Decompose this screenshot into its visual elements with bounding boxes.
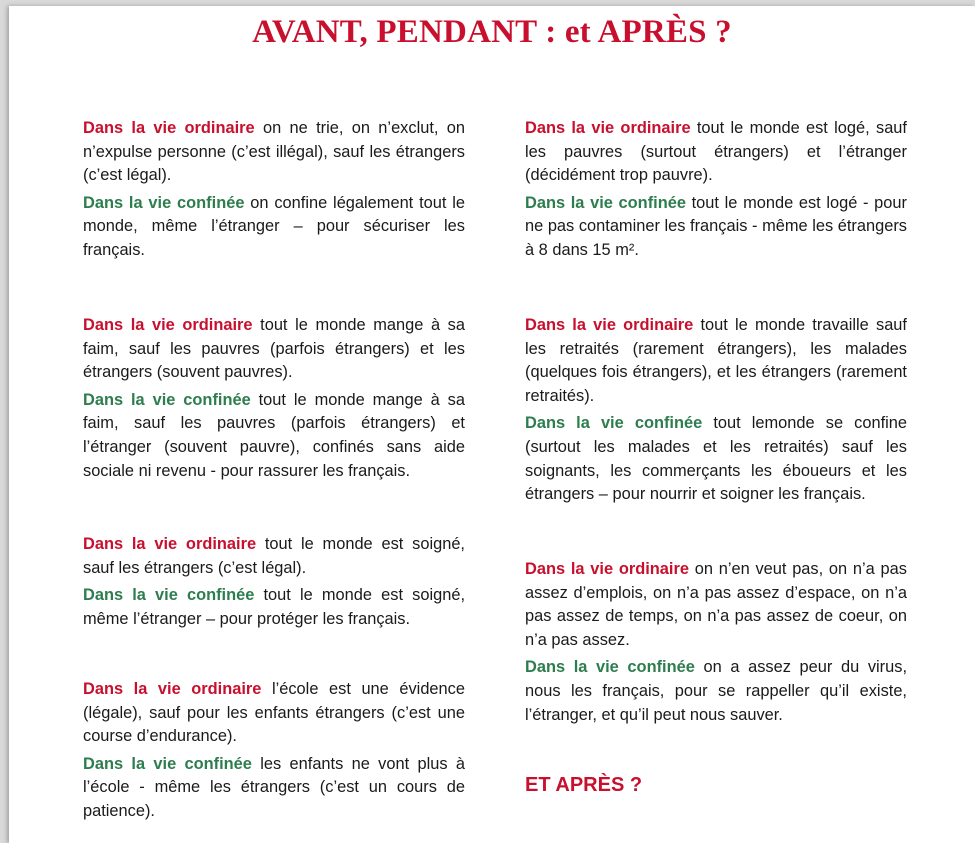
confined-text: tout le monde est logé - pour ne pas contaminer les français - même les étrangers à 8 dans 15 m². bbox=[525, 193, 907, 259]
confined-paragraph bbox=[525, 412, 907, 506]
confined-keyword: Dans la vie confinée bbox=[525, 193, 686, 212]
confined-keyword: Dans la vie confinée bbox=[83, 754, 252, 773]
ordinary-paragraph bbox=[525, 117, 907, 188]
confined-paragraph bbox=[525, 656, 907, 727]
confined-paragraph bbox=[525, 192, 907, 263]
confined-paragraph bbox=[83, 753, 465, 824]
ordinary-text: on ne trie, on n’exclut, on n’expulse personne (c’est illégal), sauf les étrangers (c’est légal). bbox=[83, 119, 465, 185]
confined-keyword: Dans la vie confinée bbox=[83, 193, 245, 212]
confined-text: tout le monde mange à sa faim, sauf les pauvres (parfois étrangers) et l’étranger (souvent pauvre), confinés sans aide sociale ni revenu - pour rassurer les français. bbox=[83, 390, 465, 480]
section-housing bbox=[525, 117, 907, 263]
ordinary-paragraph bbox=[525, 558, 907, 652]
confined-text: tout le monde est soigné, même l’étranger – pour protéger les français. bbox=[83, 586, 465, 628]
ordinary-paragraph bbox=[83, 533, 465, 580]
section-health bbox=[83, 533, 465, 631]
closing-heading: ET APRÈS ? bbox=[525, 774, 643, 796]
ordinary-keyword: Dans la vie ordinaire bbox=[525, 316, 694, 334]
ordinary-paragraph bbox=[83, 678, 465, 749]
confined-keyword: Dans la vie confinée bbox=[83, 390, 251, 409]
confined-text: on confine légalement tout le monde, même l’étranger – pour sécuriser les français. bbox=[83, 193, 466, 259]
section-welcome bbox=[525, 558, 907, 727]
document-page bbox=[9, 6, 975, 843]
ordinary-keyword: Dans la vie ordinaire bbox=[83, 680, 262, 698]
confined-keyword: Dans la vie confinée bbox=[525, 658, 695, 677]
page-title: AVANT, PENDANT : et APRÈS ? bbox=[252, 14, 732, 50]
ordinary-paragraph bbox=[525, 314, 907, 408]
confined-paragraph bbox=[83, 192, 465, 263]
ordinary-keyword: Dans la vie ordinaire bbox=[83, 535, 257, 553]
ordinary-paragraph bbox=[83, 117, 465, 188]
ordinary-paragraph bbox=[83, 314, 465, 385]
ordinary-keyword: Dans la vie ordinaire bbox=[525, 119, 691, 137]
ordinary-keyword: Dans la vie ordinaire bbox=[83, 119, 255, 137]
ordinary-text: tout le monde est logé, sauf les pauvres (surtout étrangers) et l’étranger (décidément trop pauvre). bbox=[525, 119, 907, 185]
confined-keyword: Dans la vie confinée bbox=[525, 414, 703, 433]
section-work bbox=[525, 314, 907, 507]
ordinary-text: tout le monde mange à sa faim, sauf les pauvres (parfois étrangers) et les étrangers (souvent pauvres). bbox=[83, 316, 465, 382]
confined-text: les enfants ne vont plus à l’école - même les étrangers (c’est un cours de patience). bbox=[83, 754, 466, 820]
ordinary-text: l’école est une évidence (légale), sauf pour les enfants étrangers (c’est une course d’endurance). bbox=[83, 680, 465, 746]
section-school bbox=[83, 678, 465, 824]
ordinary-text: tout le monde est soigné, sauf les étrangers (c’est légal). bbox=[83, 535, 465, 577]
confined-keyword: Dans la vie confinée bbox=[83, 586, 255, 605]
confined-text: on a assez peur du virus, nous les français, pour se rappeller qu’il existe, l’étranger, et qu’il peut nous sauver. bbox=[525, 658, 908, 724]
section-housing-legal bbox=[83, 117, 465, 263]
section-food bbox=[83, 314, 465, 483]
ordinary-keyword: Dans la vie ordinaire bbox=[525, 560, 689, 578]
ordinary-text: tout le monde travaille sauf les retraités (rarement étrangers), les malades (quelques fois étrangers), et les étrangers (rarement retraités). bbox=[525, 316, 907, 405]
confined-paragraph bbox=[83, 584, 465, 631]
ordinary-keyword: Dans la vie ordinaire bbox=[83, 316, 253, 334]
confined-paragraph bbox=[83, 389, 465, 483]
confined-text: tout lemonde se confine (surtout les malades et les retraités) sauf les soignants, les commerçants les éboueurs et les étrangers – pour nourrir et soigner les français. bbox=[525, 414, 908, 504]
ordinary-text: on n’en veut pas, on n’a pas assez d’emplois, on n’a pas assez d’espace, on n’a pas assez de temps, on n’a pas assez de coeur, on n’a pas assez. bbox=[525, 560, 907, 649]
